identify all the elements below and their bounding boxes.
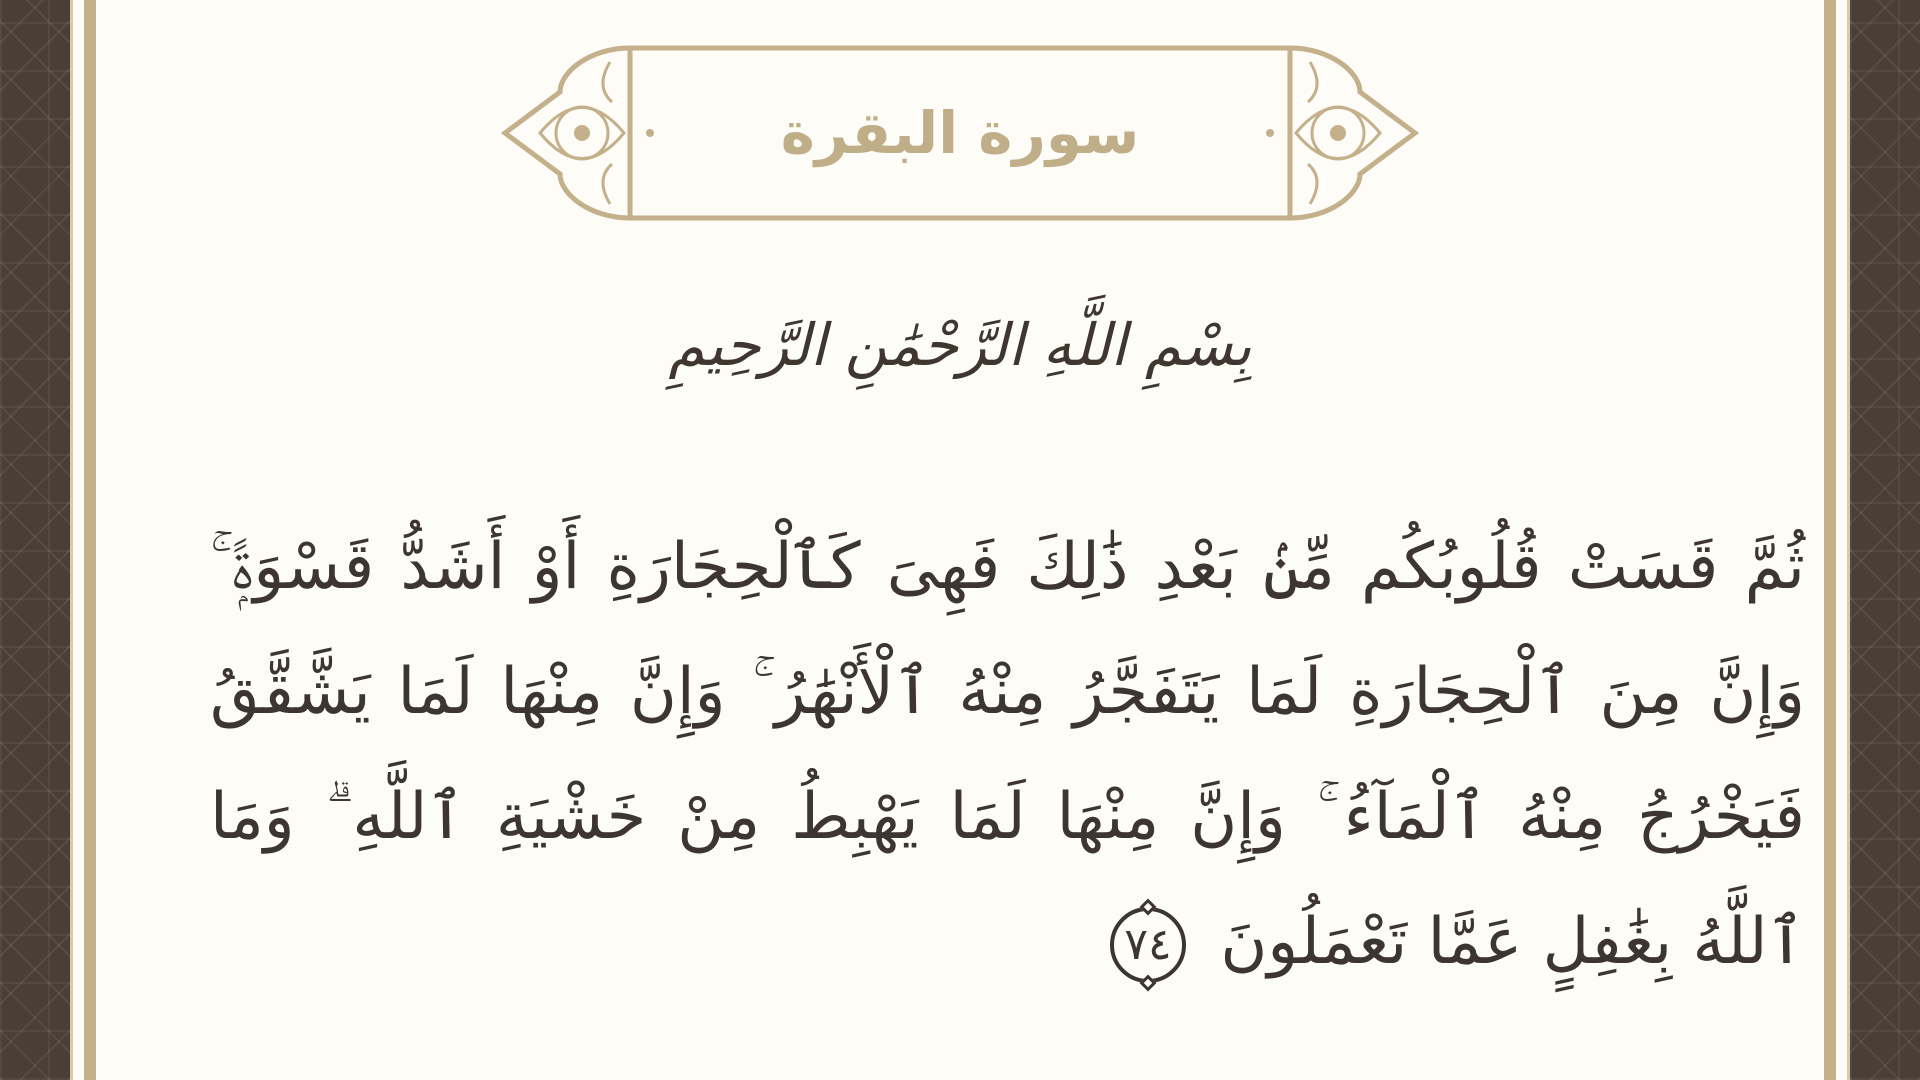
right-inner-line — [1847, 0, 1850, 1080]
verse-text: ثُمَّ قَسَتْ قُلُوبُكُم مِّنۢ بَعْدِ ذَٰلِكَ فَهِىَ كَٱلْحِجَارَةِ أَوْ أَشَدُّ قَسْوَةًۭ ۚ وَإِنَّ مِنَ ٱلْحِجَارَةِ لَمَا يَتَفَجَّرُ مِنْهُ ٱلْأَنْهَٰرُ ۚ وَإِنَّ مِنْهَا لَمَا يَشَّقَّقُ فَيَخْرُجُ مِنْهُ ٱلْمَآءُ ۚ وَإِنَّ مِنْهَا لَمَا يَهْبِطُ مِنْ خَشْيَةِ ٱللَّهِ ۗ وَمَا ٱللَّهُ بِغَٰفِلٍ عَمَّا تَعْمَلُونَ — [210, 530, 1805, 979]
verse-text-block — [210, 505, 1805, 1005]
basmala: بِسْمِ اللَّهِ الرَّحْمَٰنِ الرَّحِيمِ — [668, 311, 1252, 379]
ayah-number: ٧٤ — [1124, 919, 1172, 971]
surah-title: سورة البقرة — [780, 99, 1140, 167]
ayah-number-marker — [1110, 907, 1186, 983]
right-gold-rule — [1824, 0, 1836, 1080]
right-ornamental-border — [1850, 0, 1920, 1080]
left-inner-line — [70, 0, 73, 1080]
left-ornamental-border — [0, 0, 70, 1080]
surah-header-frame — [500, 42, 1420, 224]
left-gold-rule — [84, 0, 96, 1080]
